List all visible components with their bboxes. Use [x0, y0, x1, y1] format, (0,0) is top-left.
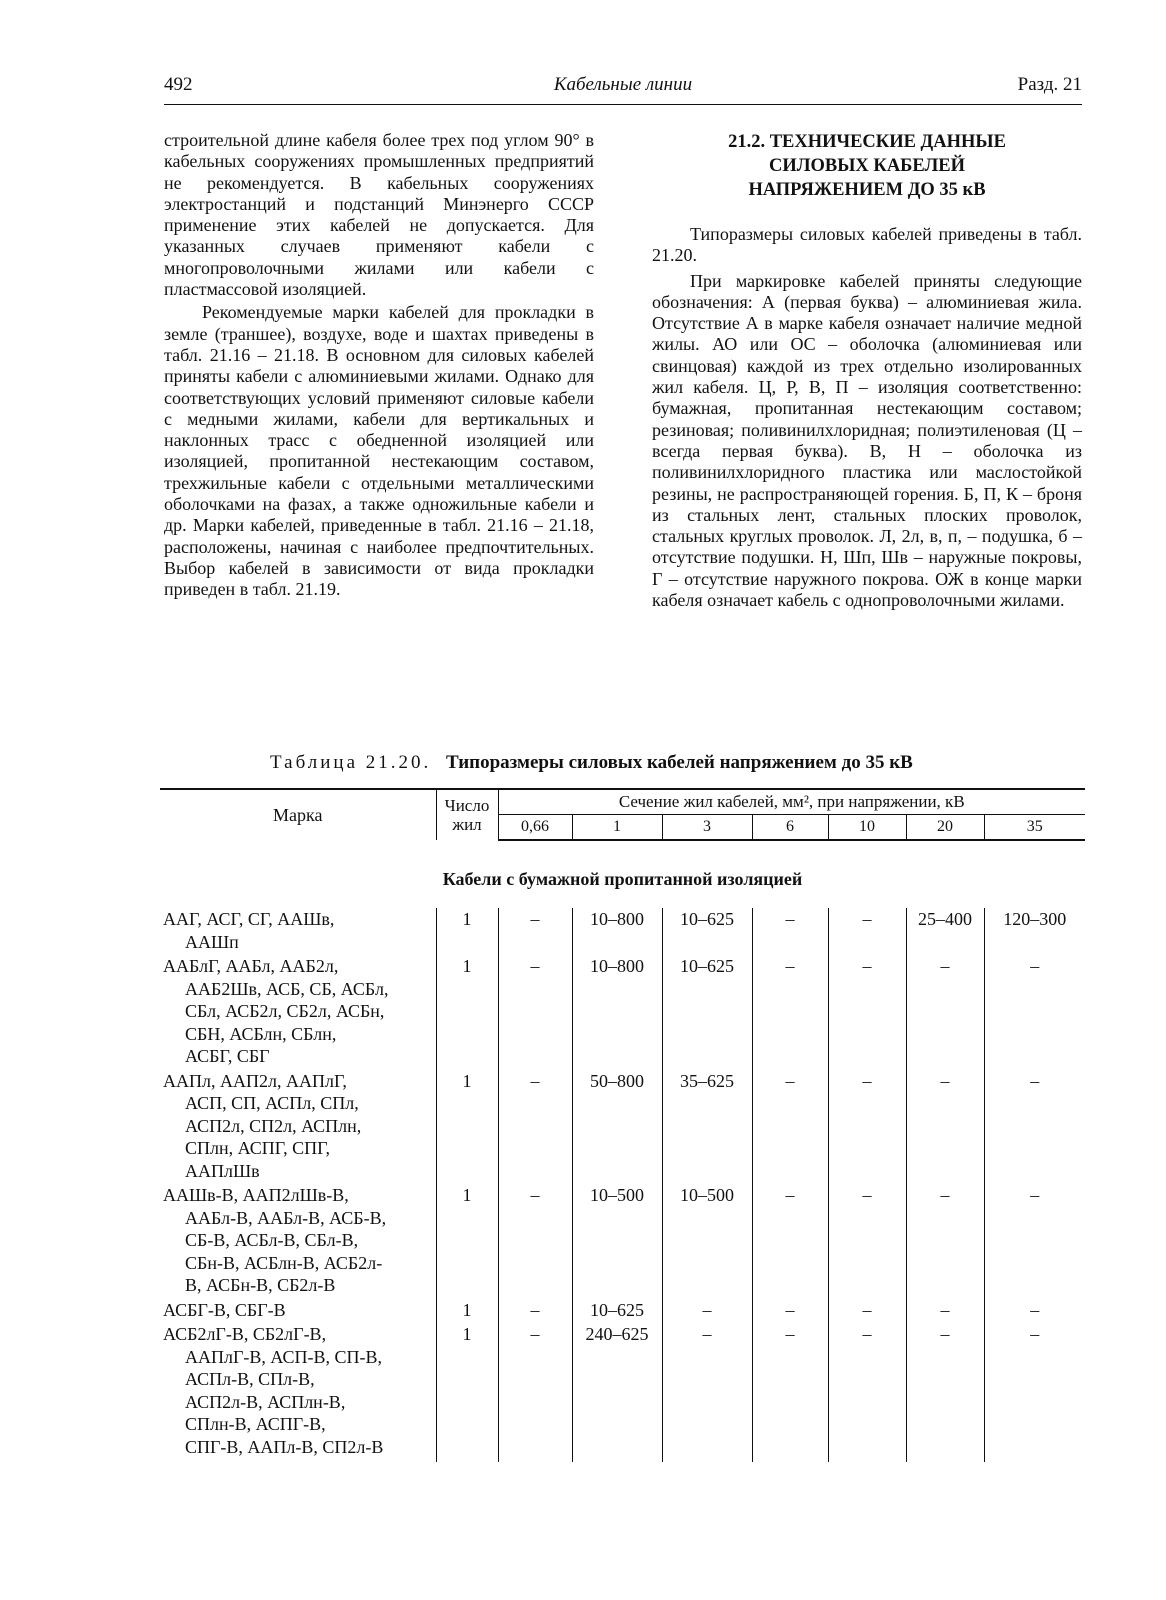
- cell-cross-section: 10–625: [662, 908, 752, 953]
- section-heading-line: НАПРЯЖЕНИЕМ ДО 35 кВ: [748, 180, 986, 200]
- cell-cross-section: –: [828, 953, 906, 1068]
- cell-count: 1: [436, 908, 498, 953]
- cell-cross-section: –: [498, 1297, 572, 1322]
- cell-cross-section: –: [1030, 1299, 1040, 1320]
- paragraph: Рекомендуемые марки кабелей для прокладки в земле (траншее), воздухе, воде и шахтах приведены в табл. 21.16 – 21.18. В основном для силовых кабелей приняты кабели с алюминиевыми жилами. Однако для соответствующих условий применяют силовые кабели с медными жилами, кабели для вертикальных и наклонных трасс с обедненной изоляцией или изоляцией, пропитанной нестекающим составом, трехжильные кабели с отдельными металлическими оболочками на фазах, а также одножильные кабели и др. Марки кабелей, приведенные в табл. 21.16 – 21.18, расположены, начиная с наиболее предпочтительных. Выбор кабелей в зависимости от вида прокладки приведен в табл. 21.19.: [164, 302, 594, 600]
- cable-mark-line: АСП2л-В, АСПлн-В,: [185, 1391, 346, 1412]
- cable-mark-line: СБл, АСБ2л, СБ2л, АСБн,: [185, 1001, 385, 1021]
- cable-mark-line: В, АСБн-В, СБ2л-В: [185, 1275, 336, 1295]
- cable-mark-line: СБ-В, АСБл-В, СБл-В,: [185, 1230, 359, 1250]
- cable-mark-line: СПлн-В, АСПГ-В,: [185, 1414, 326, 1434]
- voltage-header: 1: [572, 815, 662, 841]
- cell-count: 1: [436, 1068, 498, 1183]
- cell-cross-section: –: [752, 1182, 828, 1297]
- cell-cross-section: –: [828, 908, 906, 953]
- cell-mark: [160, 953, 436, 1068]
- table-caption-title: Типоразмеры силовых кабелей напряжением до 35 кВ: [446, 752, 913, 773]
- cell-count: 1: [436, 1182, 498, 1297]
- running-head: [164, 74, 1082, 105]
- cell-cross-section: 10–800: [572, 908, 662, 953]
- cell-cross-section: –: [752, 1321, 828, 1462]
- cell-cross-section: –: [1030, 1324, 1040, 1344]
- table-row: [160, 953, 1085, 1068]
- cell-cross-section: –: [752, 1068, 828, 1183]
- running-title: Кабельные линии: [553, 74, 693, 95]
- cell-cross-section: 10–500: [572, 1182, 662, 1297]
- cell-mark: [160, 908, 436, 953]
- cell-mark: [160, 1321, 436, 1462]
- cell-cross-section: –: [906, 953, 984, 1068]
- cell-cross-section: –: [828, 1182, 906, 1297]
- table-row: [160, 1321, 1085, 1462]
- cell-count: 1: [436, 1321, 498, 1462]
- right-text-column: [652, 130, 1082, 611]
- cell-cross-section: –: [752, 953, 828, 1068]
- cell-cross-section: –: [498, 1321, 572, 1462]
- cable-mark-line: АСБ2лГ-В, СБ2лГ-В,: [163, 1324, 327, 1344]
- cell-cross-section: 10–800: [572, 953, 662, 1068]
- cell-cross-section: –: [752, 1297, 828, 1322]
- cell-count: 1: [436, 1297, 498, 1322]
- voltage-header: 0,66: [498, 815, 572, 841]
- cable-mark-line: ААШп: [185, 931, 239, 952]
- cell-cross-section: –: [828, 1068, 906, 1183]
- table-body: [160, 908, 1085, 1462]
- cable-sizes-table: [160, 788, 1085, 1462]
- cell-cross-section: –: [906, 1297, 984, 1322]
- cable-mark-line: АСБГ-В, СБГ-В: [163, 1299, 286, 1320]
- cell-cross-section: –: [498, 1068, 572, 1183]
- cell-count: 1: [436, 953, 498, 1068]
- voltage-header: 20: [906, 815, 984, 841]
- table-group-title: Кабели с бумажной пропитанной изоляцией: [442, 869, 803, 889]
- cell-cross-section: –: [1030, 1070, 1040, 1091]
- cell-cross-section: –: [662, 1297, 752, 1322]
- table-caption: [270, 752, 913, 774]
- table-row: [160, 1182, 1085, 1297]
- cell-cross-section: 10–625: [572, 1297, 662, 1322]
- cable-mark-line: АСП2л, СП2л, АСПлн,: [185, 1115, 362, 1136]
- table-row: [160, 908, 1085, 953]
- paragraph: При маркировке кабелей приняты следующие обозначения: А (первая буква) – алюминиевая жила. Отсутствие А в марке кабеля означает наличие медной жилы. АО или ОС – оболочка (алюминиевая или свинцовая) каждой из трех отдельно изолированных жил кабеля. Ц, Р, В, П – изоляция соответственно: бумажная, пропитанная нестекающим составом; резиновая; поливинилхлоридная; полиэтиленовая (Ц – всегда первая буква). В, Н – оболочка из поливинилхлоридного пластика или маслостойкой резины, не распространяющей горения. Б, П, К – броня из стальных лент, стальных плоских проволок, стальных круглых проволок. Л, 2л, в, п, – подушка, б – отсутствие подушки. Н, Шп, Шв – наружные покровы, Г – отсутствие наружного покрова. ОЖ в конце марки кабеля означает кабель с однопроволочными жилами.: [652, 270, 1082, 611]
- cable-mark-line: АСП, СП, АСПл, СПл,: [185, 1093, 359, 1113]
- table-row: [160, 1297, 1085, 1322]
- cell-cross-section: –: [662, 1321, 752, 1462]
- cable-mark-line: СПГ-В, ААПл-В, СП2л-В: [185, 1436, 384, 1457]
- cable-sizes-table-wrapper: [160, 788, 1085, 1462]
- cell-cross-section: –: [828, 1297, 906, 1322]
- voltage-header: 35: [984, 815, 1085, 841]
- cell-mark: [160, 1068, 436, 1183]
- cable-mark-line: СПлн, АСПГ, СПГ,: [185, 1138, 330, 1158]
- cell-cross-section: –: [1030, 1185, 1040, 1205]
- left-text-column: [164, 130, 594, 601]
- cell-cross-section: 10–500: [662, 1182, 752, 1297]
- cell-cross-section: –: [906, 1182, 984, 1297]
- cable-mark-line: ААПлШв: [185, 1160, 260, 1181]
- cell-cross-section: –: [498, 1182, 572, 1297]
- cell-cross-section: 35–625: [662, 1068, 752, 1183]
- voltage-header: 6: [752, 815, 828, 841]
- cell-cross-section: 25–400: [906, 908, 984, 953]
- cell-cross-section: 240–625: [572, 1321, 662, 1462]
- cable-mark-line: ААБлГ, ААБл, ААБ2л,: [163, 956, 339, 976]
- cell-mark: [160, 1182, 436, 1297]
- column-header-count: Число жил: [436, 789, 498, 840]
- cable-mark-line: ААШв-В, ААП2лШв-В,: [163, 1185, 349, 1205]
- voltage-header: 10: [828, 815, 906, 841]
- cable-mark-line: АСБГ, СБГ: [185, 1046, 270, 1066]
- cable-mark-line: ААПлГ-В, АСП-В, СП-В,: [185, 1346, 382, 1367]
- cable-mark-line: ААГ, АСГ, СГ, ААШв,: [163, 909, 335, 929]
- column-header-mark: Марка: [160, 789, 436, 840]
- cell-cross-section: –: [498, 953, 572, 1068]
- column-group-header: Сечение жил кабелей, мм², при напряжении, кВ: [498, 789, 1085, 815]
- section-heading-line: СИЛОВЫХ КАБЕЛЕЙ: [768, 156, 966, 176]
- table-caption-label: Таблица 21.20.: [270, 752, 432, 773]
- cell-cross-section: –: [906, 1068, 984, 1183]
- paragraph: строительной длине кабеля более трех под углом 90° в кабельных сооружениях промышленных предприятий не рекомендуется. В кабельных сооружениях электростанций и подстанций Минэнерго СССР применение этих кабелей не допускается. Для указанных случаев применяют кабели с многопроволочными жилами или кабели с пластмассовой изоляцией.: [164, 130, 594, 300]
- cable-mark-line: ААБ2Шв, АСБ, СБ, АСБл,: [185, 978, 389, 999]
- table-row: [160, 1068, 1085, 1183]
- section-label: Разд. 21: [1017, 74, 1082, 95]
- section-heading-line: 21.2. ТЕХНИЧЕСКИЕ ДАННЫЕ: [728, 132, 1006, 152]
- cell-cross-section: –: [828, 1321, 906, 1462]
- cell-cross-section: 120–300: [1003, 909, 1067, 929]
- cell-cross-section: 10–625: [662, 953, 752, 1068]
- cell-cross-section: –: [752, 908, 828, 953]
- page-number: 492: [164, 74, 193, 95]
- cell-cross-section: –: [906, 1321, 984, 1462]
- voltage-header: 3: [662, 815, 752, 841]
- cell-cross-section: –: [1030, 956, 1040, 976]
- cell-mark: [160, 1297, 436, 1322]
- cable-mark-line: ААБл-В, ААБл-В, АСБ-В,: [185, 1207, 387, 1228]
- paragraph: Типоразмеры силовых кабелей приведены в табл. 21.20.: [652, 224, 1082, 266]
- cell-cross-section: 50–800: [572, 1068, 662, 1183]
- cable-mark-line: СБН, АСБлн, СБлн,: [185, 1023, 337, 1044]
- cable-mark-line: СБн-В, АСБлн-В, АСБ2л-: [185, 1252, 383, 1273]
- cable-mark-line: ААПл, ААП2л, ААПлГ,: [163, 1070, 347, 1091]
- cell-cross-section: –: [498, 908, 572, 953]
- section-heading: [652, 130, 1082, 202]
- cable-mark-line: АСПл-В, СПл-В,: [185, 1369, 315, 1389]
